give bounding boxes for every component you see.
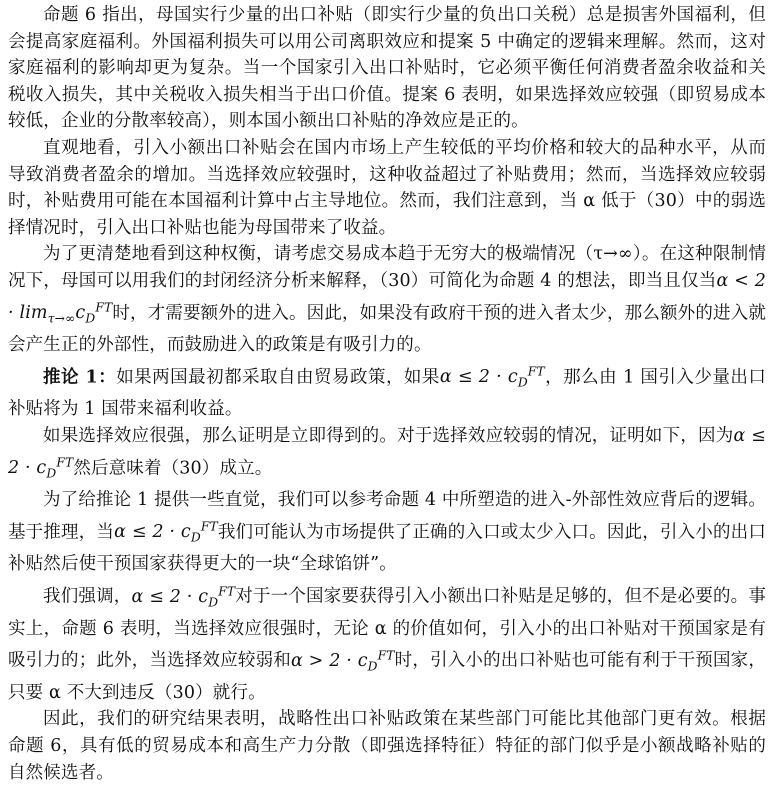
math-inequality [439,364,545,390]
math-superscript: FT [56,455,74,470]
paragraph-text: ，那么由 1 国引入少量出口补贴将为 1 国带来福利收益。 [8,367,766,420]
math-subscript: D [367,659,378,674]
math-subscript: D [190,530,201,545]
paragraph-intuition-corollary [8,487,766,578]
paragraph-intuition [8,135,766,241]
math-inequality [114,519,218,545]
math-main: α ≤ 2 · c [8,425,766,479]
math-subscript: D [85,311,96,326]
paragraph-text: 因此，我们的研究结果表明，战略性出口补贴政策在某些部门可能比其他部门更有效。根据命题 6，具有低的贸易成本和高生产力分散（即强选择特征）特征的部门似乎是小额战略补贴的自然候选者。 [8,709,766,783]
math-superscript: FT [377,648,395,663]
math-superscript: FT [95,300,113,315]
paragraph-text: 为了给推论 1 提供一些直觉，我们可以参考命题 4 中所塑造的进入-外部性效应背后的逻辑。基于推理，当 [8,490,766,543]
math-superscript: FT [200,519,218,534]
paragraph-text: 命题 6 指出，母国实行少量的出口补贴（即实行少量的负出口关税）总是损害外国福利，但会提高家庭福利。外国福利损失可以用公司离职效应和提案 5 中确定的逻辑来理解。然而，这对家庭福利的影响却更为复杂。当一个国家引入出口补贴时，它必须平衡任何消费者盈余收益和关税收入损失，其中关税收入损失相当于出口价值。提案 6 表明，如果选择效应较强（即贸易成本较低，企业的分散率较高），则本国小额出口补贴的净效应是正的。 [8,5,766,132]
paragraph-text: 如果两国最初都采取自由贸易政策，如果 [116,367,440,388]
math-subscript: D [208,594,219,609]
paragraph-text: 时，引入小的出口补贴也可能有利于干预国家，只要 α 不大到违反（30）就行。 [8,650,766,703]
math-subscript: D [46,466,57,481]
paragraph-text: 我们强调， [43,586,132,607]
paragraph-text: 如果选择效应很强，那么证明是立即得到的。对于选择效应较弱的情况，证明如下，因为 [43,425,734,446]
paragraph-proof [8,423,766,487]
math-inequality [290,648,395,674]
math-main: α ≤ 2 · c [131,586,209,607]
math-main: α ≤ 2 · c [114,522,191,543]
paragraph-proposition-6 [8,2,766,135]
paragraph-text: 为了更清楚地看到这种权衡，请考虑交易成本趋于无穷大的极端情况（τ→∞）。在这种限制情况下，母国可以用我们的封闭经济分析来解释，（30）可简化为命题 4 的想法，即当且仅当 [8,244,766,291]
math-subscript: τ→∞ [47,311,76,326]
paragraph-tradeoff [8,241,766,358]
math-main: α ≤ 2 · c [439,367,518,388]
math-superscript: FT [218,583,236,598]
math-inequality [131,583,236,609]
paragraph-emphasis [8,578,766,706]
paragraph-text: 直观地看，引入小额出口补贴会在国内市场上产生较低的平均价格和较大的品种水平，从而导致消费者盈余的增加。当选择效应较强时，这种收益超过了补贴费用；然而，当选择效应较弱时，补贴费用可能在本国福利计算中占主导地位。然而，我们注意到，当 α 低于（30）中的弱选择情况时，引入出口补贴也能为母国带来了收益。 [8,137,766,238]
paragraph-text: 对于一个国家要获得引入小额出口补贴是足够的，但不是必要的。事实上，命题 6 表明，当选择效应很强时，无论 α 的价值如何，引入小的出口补贴对干预国家是有吸引力的；此外，当选择效应较弱和 [8,586,766,671]
math-subscript: D [517,375,528,390]
paragraph-corollary-1 [8,359,766,423]
paragraph-text: 我们可能认为市场提供了正确的入口或太少入口。因此，引入小的出口补贴然后使干预国家获得更大的一块“全球馅饼”。 [8,522,766,575]
math-variable: c [75,303,86,324]
paragraph-conclusion [8,706,766,786]
corollary-label: 推论 1： [43,367,117,388]
math-main: α < 2 · lim [8,270,766,324]
paragraph-text: 然后意味着（30）成立。 [73,458,273,479]
paragraph-text: 时，才需要额外的进入。因此，如果没有政府干预的进入者太少，那么额外的进入就会产生正的外部性，而鼓励进入的政策是有吸引力的。 [8,303,766,356]
math-superscript: FT [527,364,545,379]
math-main: α > 2 · c [290,650,368,671]
